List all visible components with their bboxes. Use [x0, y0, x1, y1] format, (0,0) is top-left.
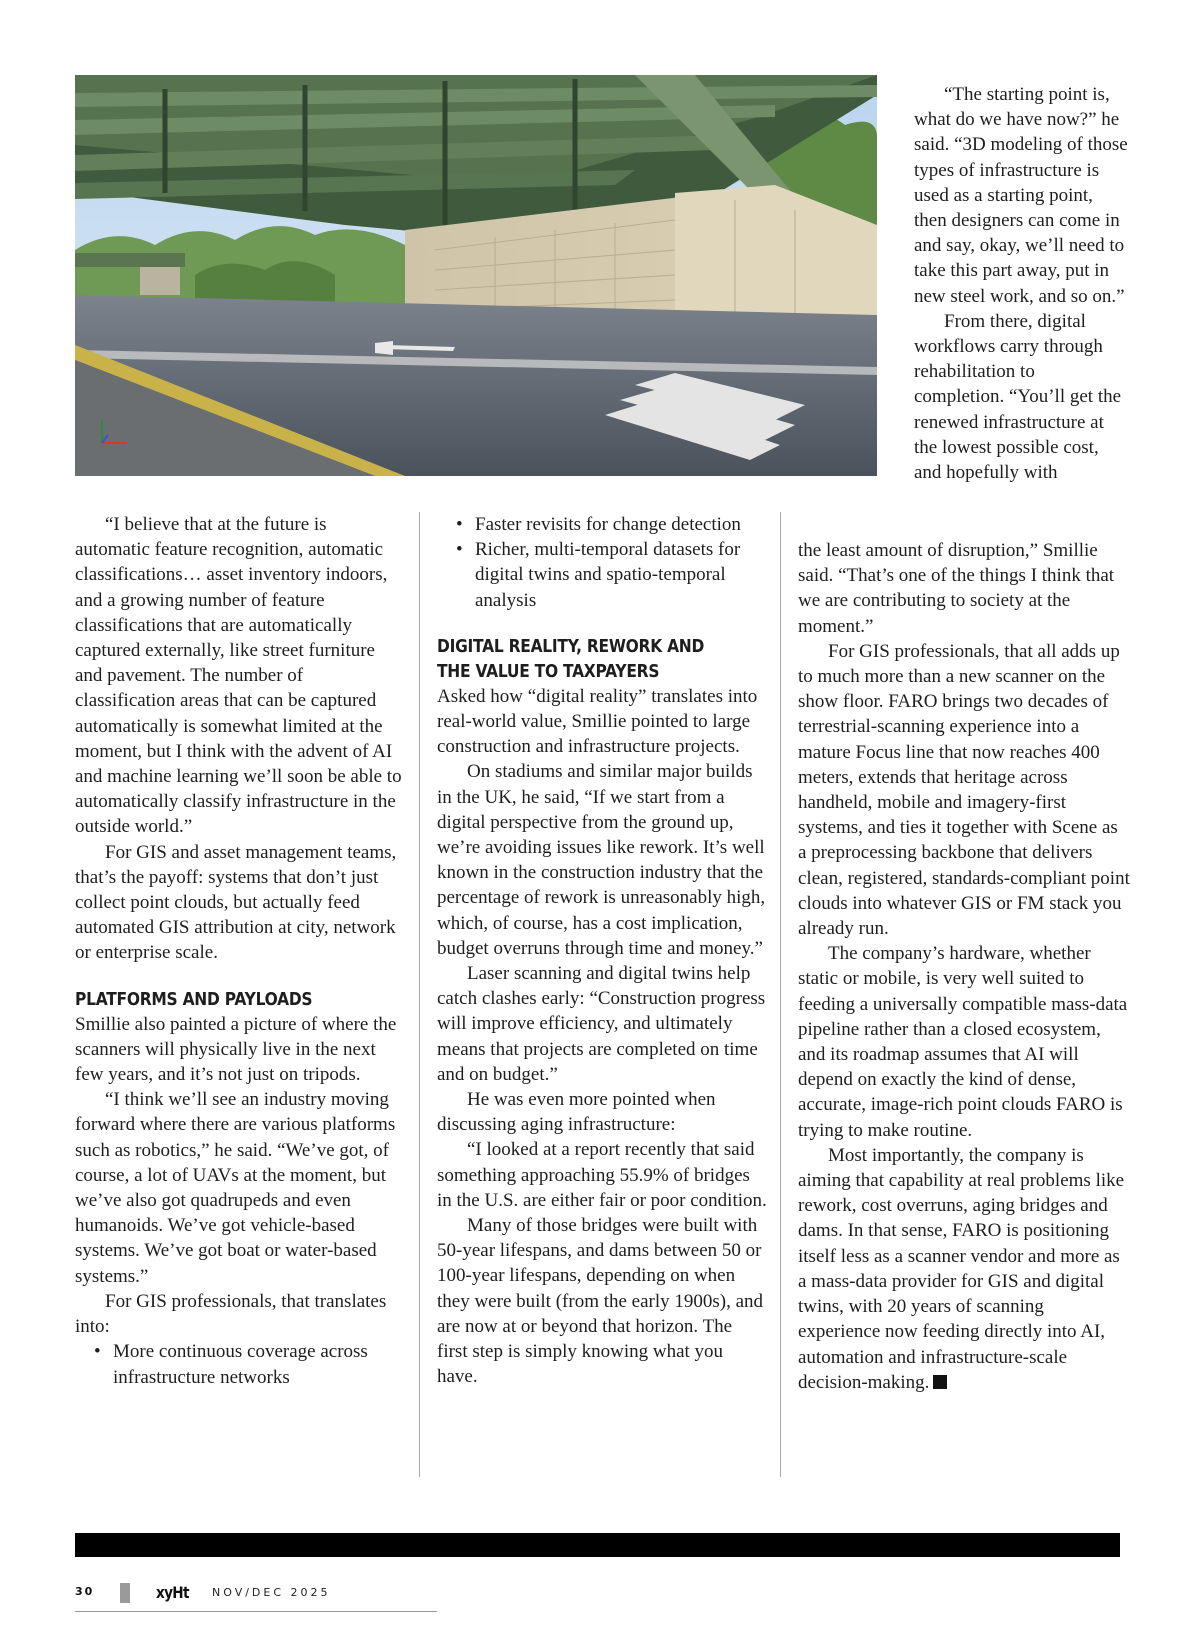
- column-3-top: [914, 82, 1128, 485]
- paragraph-text: Most importantly, the company is aiming that capability at real problems like rework, cost overruns, aging bridges and dams. In that sense, FARO is positioning itself less as a scanner vendor and more as a mass-data provider for GIS and digital twins, with 20 years of scanning experience now feeding directly into AI, automation and infrastructure-scale decision-making.: [798, 1144, 1125, 1393]
- list-item: • Richer, multi-temporal datasets for digital twins and spatio-temporal analysis: [437, 537, 767, 613]
- column-1: [75, 512, 403, 1390]
- paragraph: Asked how “digital reality” translates into real-world value, Smillie pointed to large construction and infrastructure projects.: [437, 685, 758, 758]
- column-3: [798, 538, 1130, 1395]
- paragraph: He was even more pointed when discussing aging infrastructure:: [437, 1089, 716, 1136]
- issue-date: NOV/DEC 2025: [212, 1586, 331, 1599]
- list-item: • More continuous coverage across infrastructure networks: [75, 1339, 403, 1389]
- paragraph: The company’s hardware, whether static or mobile, is very well suited to feeding a universally compatible mass-data pipeline rather than a closed ecosystem, and its roadmap assumes that AI will depend on exactly the kind of dense, accurate, image-rich point clouds FARO is trying to make routine.: [798, 943, 1128, 1141]
- paragraph: From there, digital workflows carry through rehabilitation to completion. “You’ll get the renewed infrastructure at the lowest possible cost, and hopefully with: [914, 310, 1122, 484]
- footer-rule: [75, 1611, 437, 1612]
- bullet-list: [75, 1339, 403, 1389]
- paragraph: Smillie also painted a picture of where the scanners will physically live in the next few years, and it’s not just on tripods.: [75, 1013, 397, 1086]
- paragraph: For GIS professionals, that translates into:: [75, 1290, 387, 1338]
- column-divider: [780, 512, 781, 1477]
- paragraph: For GIS professionals, that all adds up to much more than a new scanner on the show floor. FARO brings two decades of terrestrial-scanning experience into a mature Focus line that now reaches 400 meters, extends that heritage across handheld, mobile and imagery-first systems, and ties it together with Scene as a preprocessing backbone that delivers clean, registered, standards-compliant point clouds into whatever GIS or FM stack you already run.: [798, 640, 1130, 940]
- paragraph: “I think we’ll see an industry moving forward where there are various platforms such as robotics,” he said. “We’ve got, of course, a lot of UAVs at the moment, but we’ve also got quadrupeds and even humanoids. We’ve got vehicle-based systems. We’ve got boat or water-based systems.”: [75, 1089, 396, 1287]
- bridge-underpass-photo: [75, 75, 877, 476]
- magazine-logo: xyHt: [156, 1583, 189, 1602]
- section-heading: DIGITAL REALITY, REWORK AND THE VALUE TO TAXPAYERS: [437, 635, 705, 682]
- paragraph: For GIS and asset management teams, that’s the payoff: systems that don’t just collect point clouds, but actually feed automated GIS attribution at city, network or enterprise scale.: [75, 841, 397, 964]
- column-divider: [419, 512, 420, 1477]
- paragraph: “The starting point is, what do we have now?” he said. “3D modeling of those types of infrastructure is used as a starting point, then designers can come in and say, okay, we’ll need to take this part away, put in new steel work, and so on.”: [914, 84, 1128, 307]
- paragraph: the least amount of disruption,” Smillie said. “That’s one of the things I think that we are contributing to society at the moment.”: [798, 540, 1115, 637]
- bullet-list: [437, 512, 767, 613]
- paragraph: “I believe that at the future is automatic feature recognition, automatic classifications… asset inventory indoors, and a growing number of feature classifications that are automatically captured externally, like street furniture and pavement. The number of classification areas that can be captured automatically is somewhat limited at the moment, but I think with the advent of AI and machine learning we’ll soon be able to automatically classify infrastructure in the outside world.”: [75, 514, 402, 838]
- section-heading: PLATFORMS AND PAYLOADS: [75, 988, 313, 1010]
- column-2: [437, 512, 767, 1390]
- paragraph: On stadiums and similar major builds in the UK, he said, “If we start from a digital perspective from the ground up, we’re avoiding issues like rework. It’s well known in the construction industry that the percentage of rework is unreasonably high, which, of course, has a cost implication, budget overruns through time and money.”: [437, 761, 766, 959]
- footer-black-bar: [75, 1533, 1120, 1557]
- end-of-article-mark: [933, 1375, 947, 1389]
- paragraph: “I looked at a report recently that said something approaching 55.9% of bridges in the U.S. are either fair or poor condition.: [437, 1139, 767, 1211]
- footer-divider-block: [120, 1583, 130, 1603]
- paragraph: [798, 1143, 1130, 1395]
- paragraph: Laser scanning and digital twins help catch clashes early: “Construction progress will improve efficiency, and ultimately means that projects are completed on time and on budget.”: [437, 963, 766, 1085]
- paragraph: Many of those bridges were built with 50-year lifespans, and dams between 50 or 100-year lifespans, depending on when they were built (from the early 1900s), and are now at or beyond that horizon. The first step is simply knowing what you have.: [437, 1215, 764, 1388]
- list-item: • Faster revisits for change detection: [437, 512, 767, 537]
- page-number: 30: [75, 1585, 95, 1598]
